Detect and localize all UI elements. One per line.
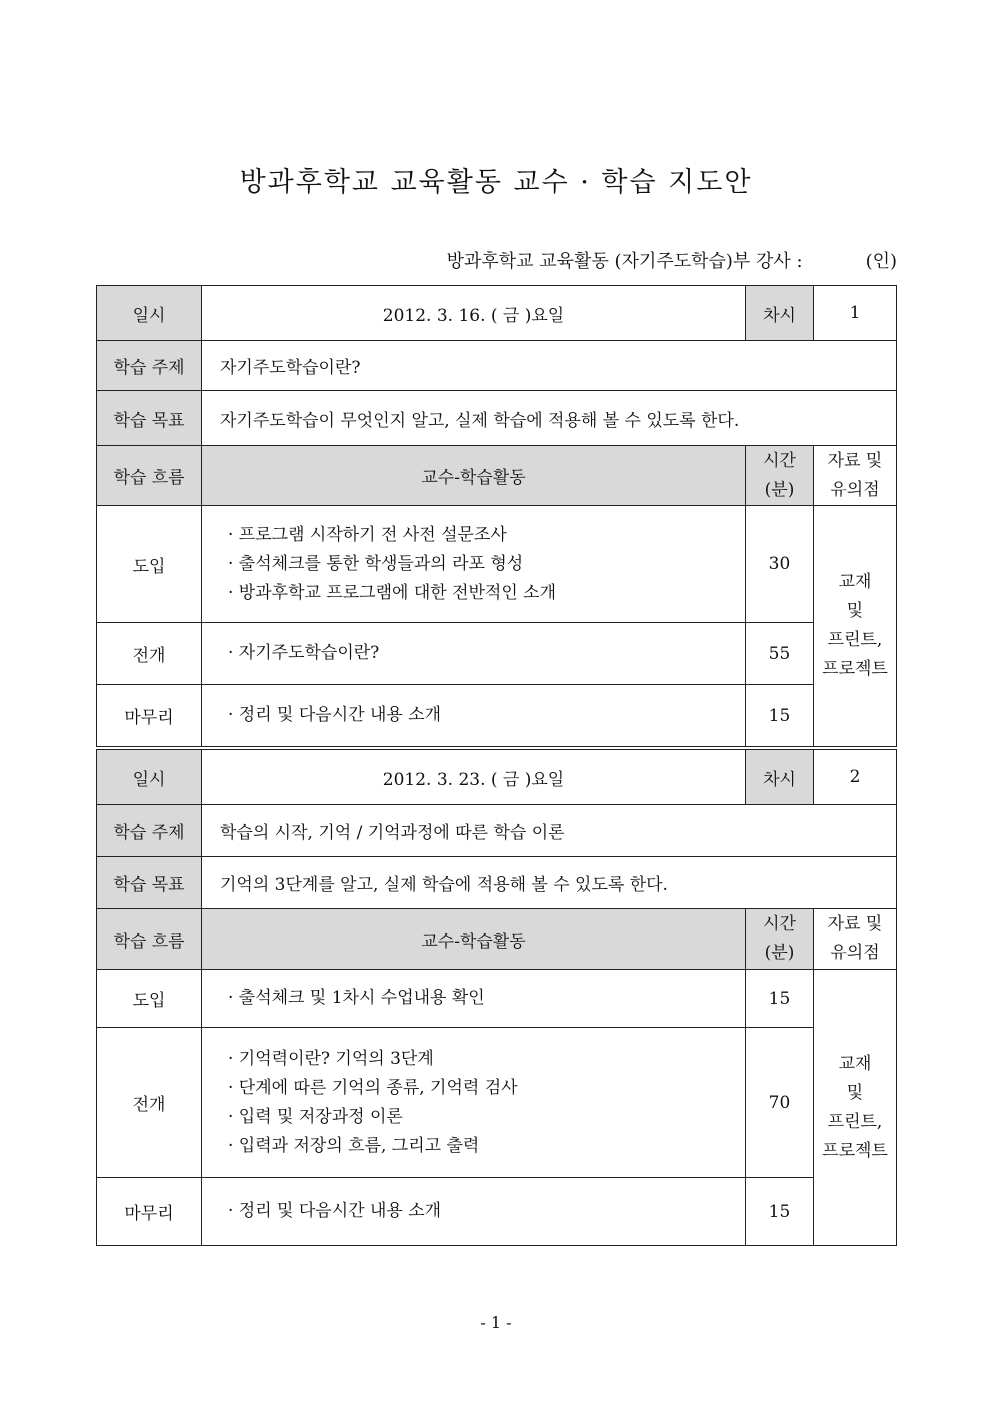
time-header: 시간 (분) <box>746 446 814 506</box>
page-number: - 1 - <box>480 1313 512 1332</box>
stage-time: 15 <box>746 970 814 1028</box>
stage-activities <box>202 1178 746 1246</box>
lesson-topic: 학습의 시작, 기억 / 기억과정에 따른 학습 이론 <box>202 805 897 857</box>
activity-item: · 입력과 저장의 흐름, 그리고 출력 <box>228 1135 480 1156</box>
activity-item: · 프로그램 시작하기 전 사전 설문조사 <box>228 524 507 545</box>
activity-item: · 자기주도학습이란? <box>228 643 380 663</box>
materials-note: 교재 및 프린트, 프로젝트 <box>814 506 897 747</box>
activity-label: 교수-학습활동 <box>202 909 746 970</box>
lesson-goal: 기억의 3단계를 알고, 실제 학습에 적용해 볼 수 있도록 한다. <box>202 857 897 909</box>
document-title: 방과후학교 교육활동 교수 · 학습 지도안 <box>239 167 753 198</box>
topic-label: 학습 주제 <box>97 341 202 391</box>
lesson-goal: 자기주도학습이 무엇인지 알고, 실제 학습에 적용해 볼 수 있도록 한다. <box>202 391 897 446</box>
session-label: 차시 <box>746 750 814 805</box>
stage-activities <box>202 1028 746 1178</box>
goal-label: 학습 목표 <box>97 857 202 909</box>
lesson-plan-table-1 <box>96 285 897 747</box>
stage-activities <box>202 970 746 1028</box>
activity-item: · 단계에 따른 기억의 종류, 기억력 검사 <box>228 1077 518 1098</box>
activity-item: · 입력 및 저장과정 이론 <box>228 1106 403 1127</box>
stage-name: 마무리 <box>97 1178 202 1246</box>
stage-time: 15 <box>746 1178 814 1246</box>
stage-name: 전개 <box>97 623 202 685</box>
time-header: 시간 (분) <box>746 909 814 970</box>
flow-label: 학습 흐름 <box>97 446 202 506</box>
stage-name: 마무리 <box>97 685 202 747</box>
instructor-byline <box>447 247 897 273</box>
lesson-date: 2012. 3. 23. ( 금 )요일 <box>202 750 746 805</box>
stage-time: 70 <box>746 1028 814 1178</box>
date-label: 일시 <box>97 750 202 805</box>
stage-activities <box>202 685 746 747</box>
topic-label: 학습 주제 <box>97 805 202 857</box>
stage-activities <box>202 623 746 685</box>
stage-name: 도입 <box>97 506 202 623</box>
stage-activities <box>202 506 746 623</box>
material-header: 자료 및 유의점 <box>814 909 897 970</box>
session-label: 차시 <box>746 286 814 341</box>
materials-note: 교재 및 프린트, 프로젝트 <box>814 970 897 1246</box>
seal-mark: (인) <box>865 251 897 272</box>
lesson-date: 2012. 3. 16. ( 금 )요일 <box>202 286 746 341</box>
activity-item: · 방과후학교 프로그램에 대한 전반적인 소개 <box>228 582 557 603</box>
stage-time: 15 <box>746 685 814 747</box>
lesson-plan-table-2 <box>96 749 897 1246</box>
session-number: 2 <box>814 750 897 805</box>
goal-label: 학습 목표 <box>97 391 202 446</box>
date-label: 일시 <box>97 286 202 341</box>
activity-item: · 정리 및 다음시간 내용 소개 <box>228 705 442 725</box>
activity-label: 교수-학습활동 <box>202 446 746 506</box>
activity-item: · 기억력이란? 기억의 3단계 <box>228 1048 434 1069</box>
activity-item: · 출석체크를 통한 학생들과의 라포 형성 <box>228 553 524 574</box>
activity-item: · 출석체크 및 1차시 수업내용 확인 <box>228 988 485 1008</box>
lesson-topic: 자기주도학습이란? <box>202 341 897 391</box>
stage-time: 30 <box>746 506 814 623</box>
material-header: 자료 및 유의점 <box>814 446 897 506</box>
activity-item: · 정리 및 다음시간 내용 소개 <box>228 1201 442 1221</box>
stage-name: 도입 <box>97 970 202 1028</box>
stage-name: 전개 <box>97 1028 202 1178</box>
byline-text: 방과후학교 교육활동 (자기주도학습)부 강사 : <box>446 251 803 272</box>
flow-label: 학습 흐름 <box>97 909 202 970</box>
session-number: 1 <box>814 286 897 341</box>
stage-time: 55 <box>746 623 814 685</box>
